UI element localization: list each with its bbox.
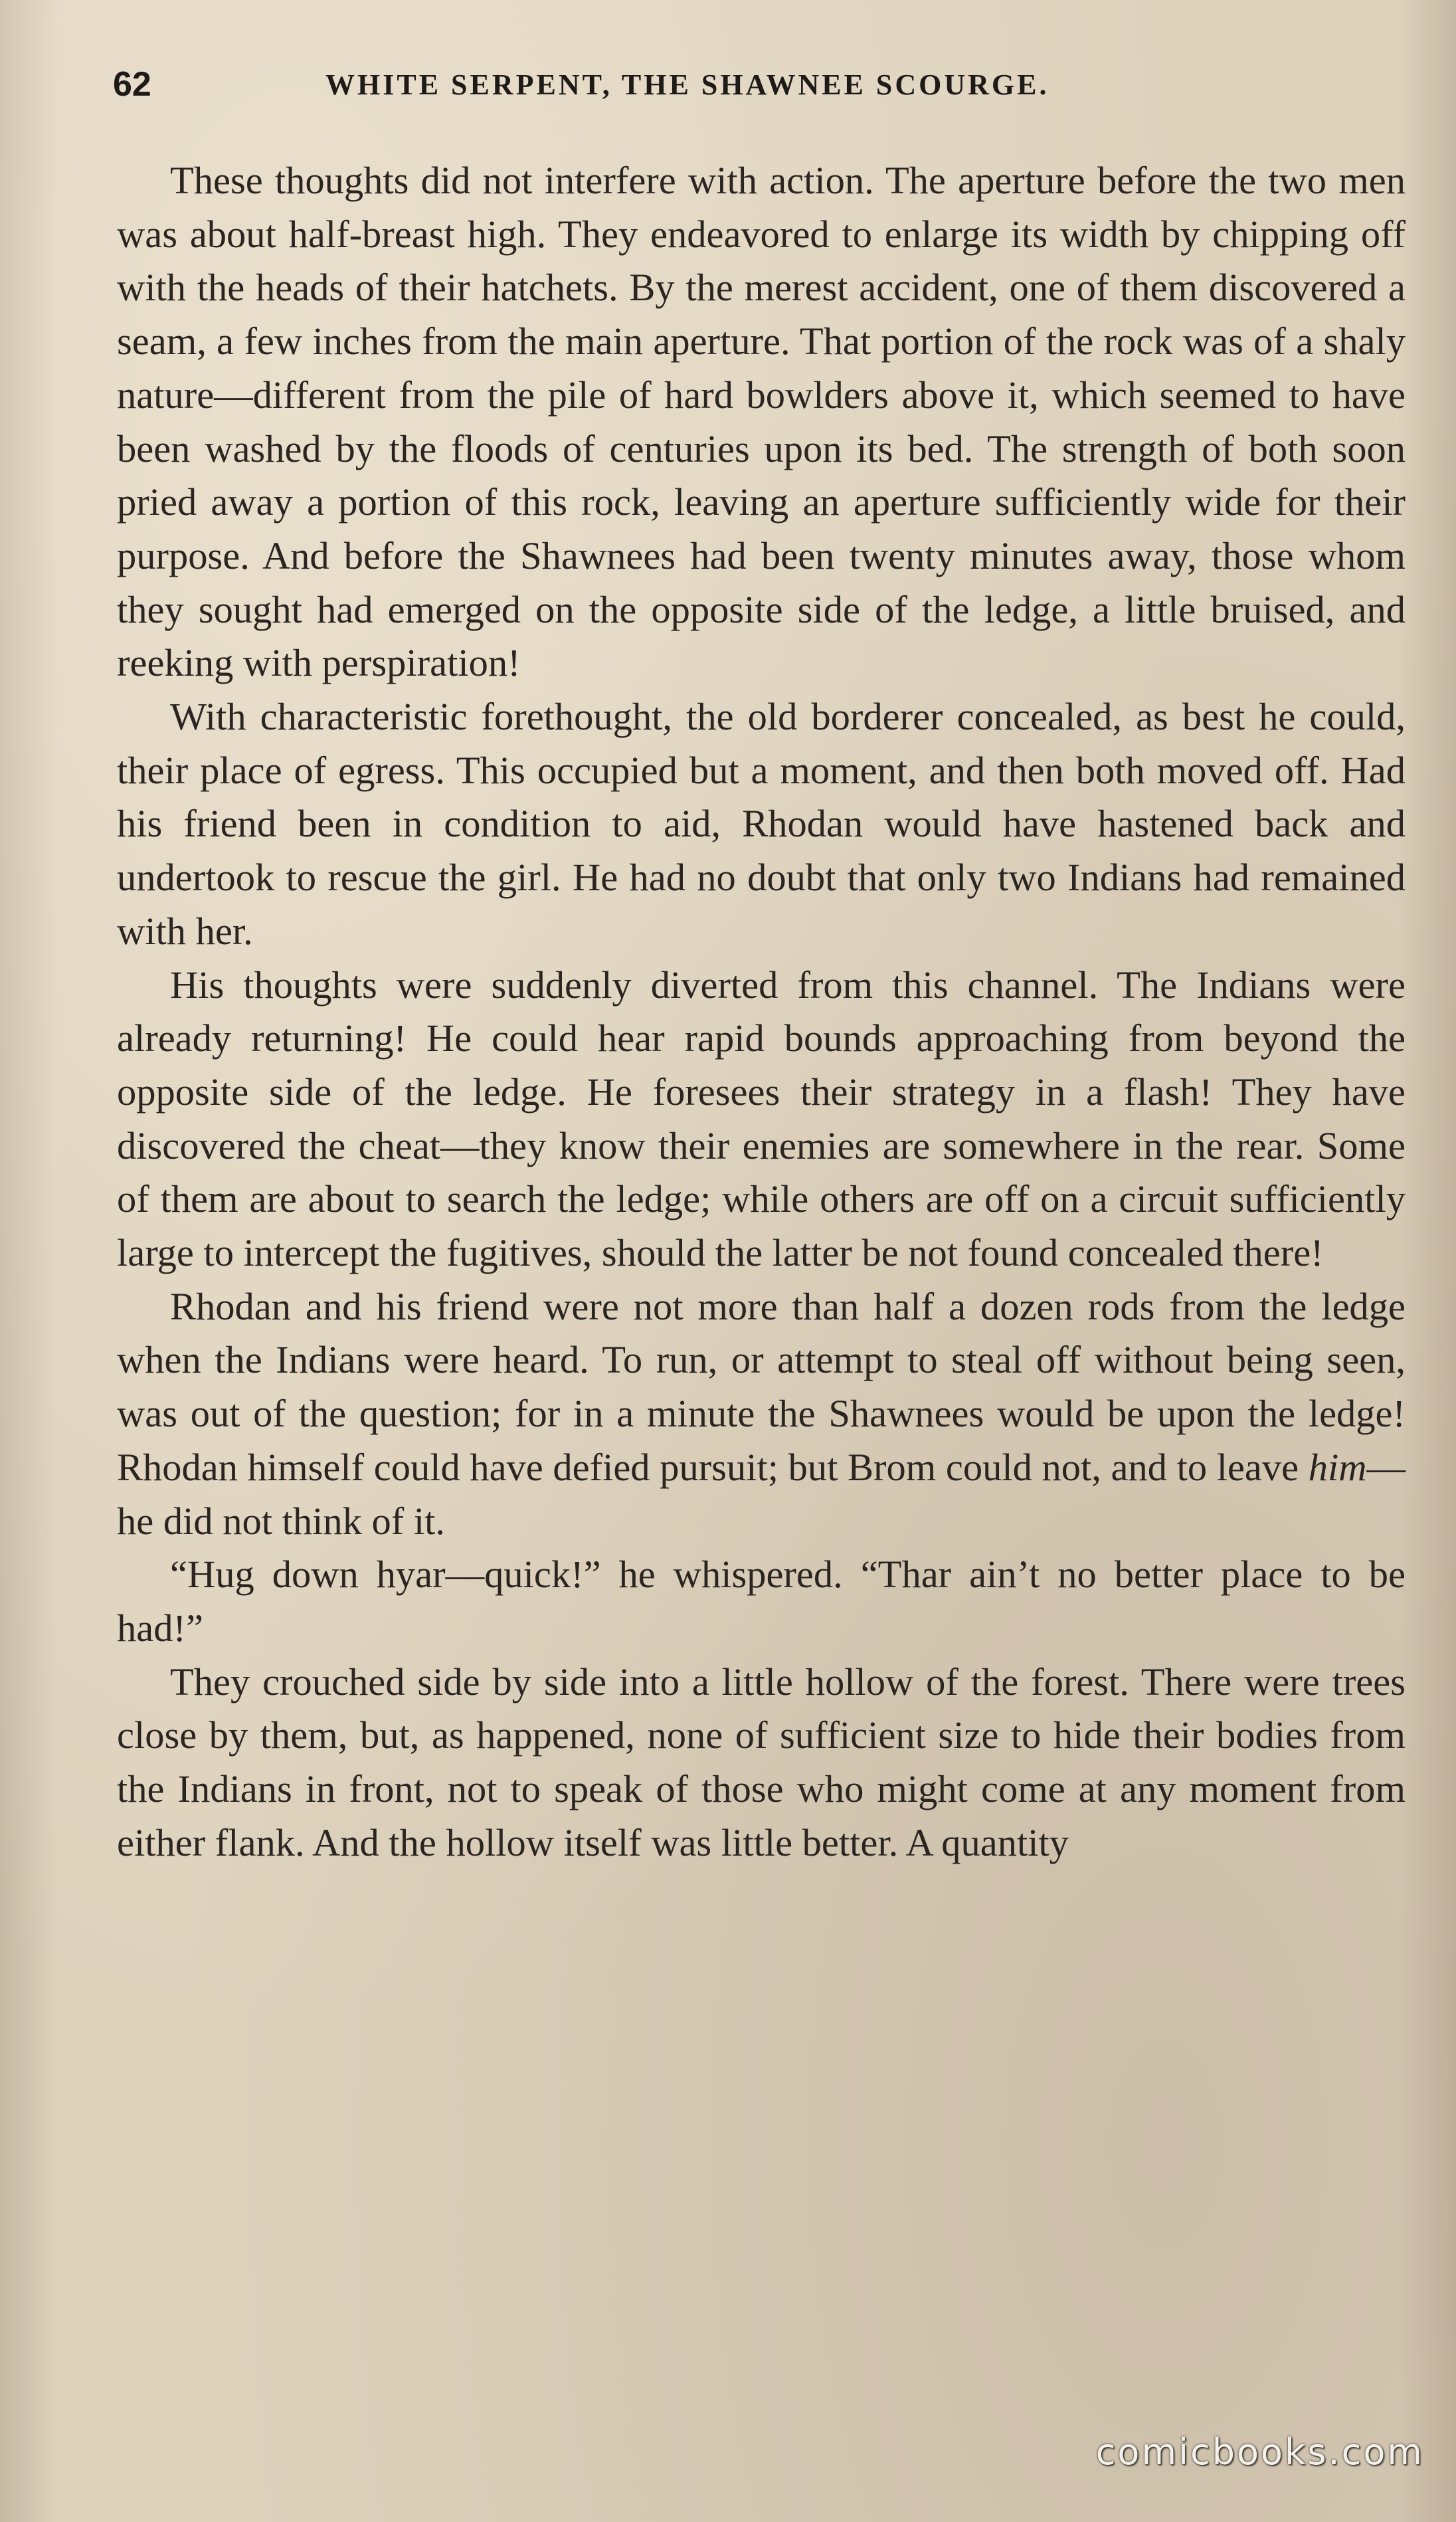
running-head: WHITE SERPENT, THE SHAWNEE SCOURGE. xyxy=(325,68,1049,101)
watermark: comicbooks.com xyxy=(1095,2431,1424,2473)
page-header xyxy=(113,61,1415,108)
paragraph: His thoughts were suddenly diverted from this channel. The Indians were already returning! He could hear rapid bounds approaching from beyond the opposite side of the ledge. He foresees their strategy in a flash! They have discovered the cheat—they know their enemies are somewhere in the rear. Some of them are about to search the ledge; while others are off on a circuit sufficiently large to intercept the fugitives, should the latter be not found concealed there! xyxy=(117,963,1406,1275)
paragraph-text: Rhodan and his friend were not more than half a dozen rods from the ledge when the Indians were heard. To run, or attempt to steal off without being seen, was out of the question; for in a minute the Shawnees would be upon the ledge! Rhodan himself could have defied pursuit; but Brom could not, and to leave xyxy=(117,1284,1406,1489)
paragraph: With characteristic forethought, the old borderer concealed, as best he could, their place of egress. This occupied but a moment, and then both moved off. Had his friend been in condition to aid, Rhodan would have hastened back and undertook to rescue the girl. He had no doubt that only two Indians had remained with her. xyxy=(117,695,1406,953)
page-number: 62 xyxy=(113,65,151,104)
paragraph: “Hug down hyar—quick!” he whispered. “Thar ain’t no better place to be had!” xyxy=(117,1553,1406,1650)
paragraph: They crouched side by side into a little hollow of the forest. There were trees close by them, but, as happened, none of sufficient size to hide their bodies from the Indians in front, not to speak of those who might come at any moment from either flank. And the hollow itself was little better. A quantity xyxy=(117,1660,1406,1864)
paragraph xyxy=(117,1280,1406,1549)
paragraph: These thoughts did not interfere with action. The aperture before the two men was about half-breast high. They endeavored to enlarge its width by chipping off with the heads of their hatchets. By the merest accident, one of them discovered a seam, a few inches from the main aperture. That portion of the rock was of a shaly nature—different from the pile of hard bowlders above it, which seemed to have been washed by the floods of centuries upon its bed. The strength of both soon pried away a portion of this rock, leaving an aperture sufficiently wide for their purpose. And before the Shawnees had been twenty minutes away, those whom they sought had emerged on the opposite side of the ledge, a little bruised, and reeking with perspiration! xyxy=(117,159,1406,685)
body-text xyxy=(117,154,1406,1870)
paragraph-text: —he did not think of it. xyxy=(117,1445,1406,1543)
emphasized-word: him xyxy=(1308,1445,1367,1489)
